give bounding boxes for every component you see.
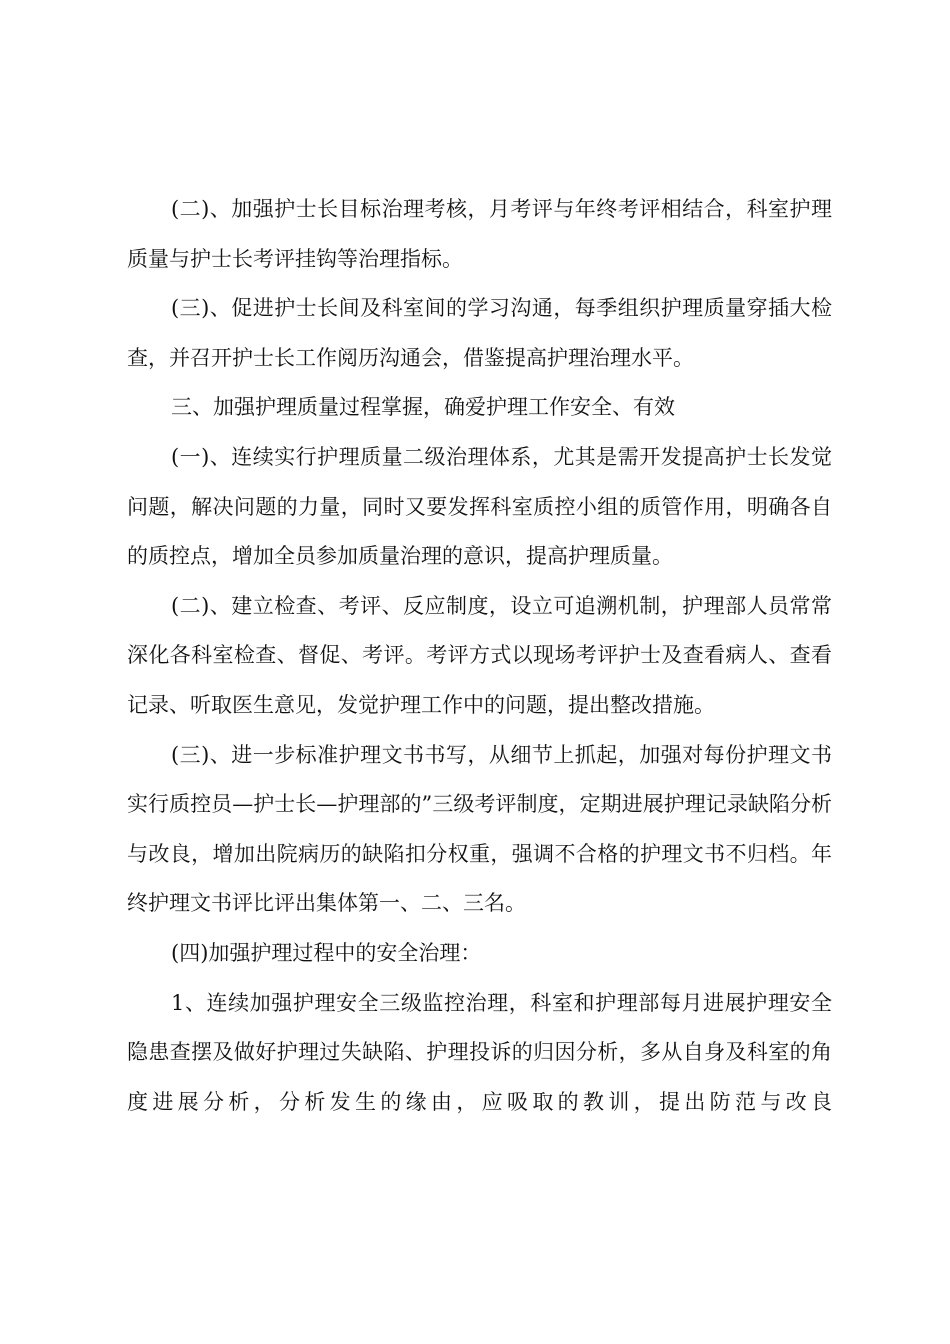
paragraph-4: (二)、建立检查、考评、反应制度，设立可追溯机制，护理部人员常常深化各科室检查、督促、考评。考评方式以现场考评护士及查看病人、查看记录、听取医生意见，发觉护理工作中的问题，提出整改措施。 xyxy=(127,593,832,717)
paragraph-5: (三)、进一步标准护理文书书写，从细节上抓起，加强对每份护理文书实行质控员—护士长—护理部的”三级考评制度，定期进展护理记录缺陷分析与改良，增加出院病历的缺陷扣分权重，强调不合格的护理文书不归档。年终护理文书评比评出集体第一、二、三名。 xyxy=(127,742,832,916)
paragraph-2: (三)、促进护士长间及科室间的学习沟通，每季组织护理质量穿插大检查，并召开护士长工作阅历沟通会，借鉴提高护理治理水平。 xyxy=(127,296,832,370)
document-body xyxy=(127,185,832,1127)
paragraph-6: (四)加强护理过程中的安全治理： xyxy=(171,940,482,965)
section-heading: 三、加强护理质量过程掌握，确爱护理工作安全、有效 xyxy=(171,395,675,420)
paragraph-1: (二)、加强护士长目标治理考核，月考评与年终考评相结合，科室护理质量与护士长考评挂钩等治理指标。 xyxy=(127,197,832,271)
paragraph-3: (一)、连续实行护理质量二级治理体系，尤其是需开发提高护士长发觉问题，解决问题的力量，同时又要发挥科室质控小组的质管作用，明确各自的质控点，增加全员参加质量治理的意识，提高护理质量。 xyxy=(127,444,832,569)
paragraph-7: 1、连续加强护理安全三级监控治理，科室和护理部每月进展护理安全隐患查摆及做好护理过失缺陷、护理投诉的归因分析，多从自身及科室的角度进展分析，分析发生的缘由，应吸取的教训，提出防范与改良 xyxy=(127,990,832,1114)
